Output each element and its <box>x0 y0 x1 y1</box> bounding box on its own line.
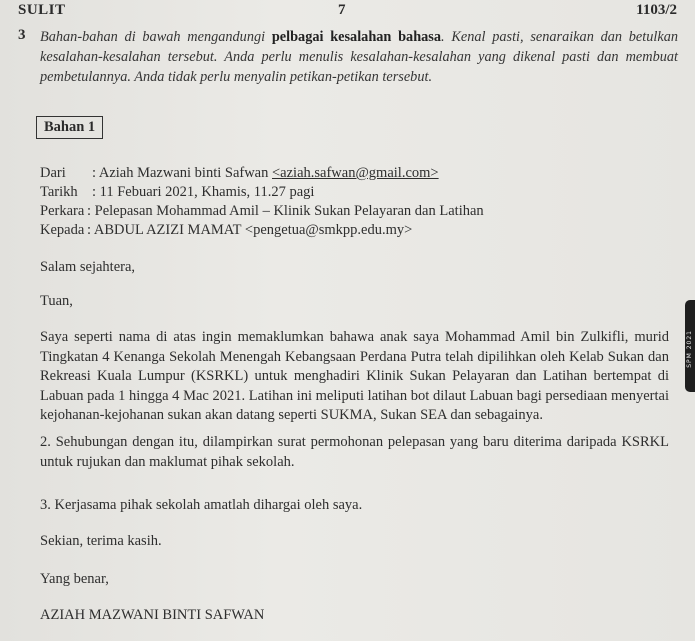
header-sulit: SULIT <box>18 2 66 18</box>
to-value: : ABDUL AZIZI MAMAT <pengetua@smkpp.edu.my> <box>87 222 413 238</box>
instructions-bold: pelbagai kesalahan bahasa <box>271 29 442 45</box>
paragraph-1: Saya seperti nama di atas ingin memaklumkan bahawa anak saya Mohammad Amil bin Zulkifli, murid Tingkatan 4 Kenanga Sekolah Menengah Kebangsaan Perdana Putra telah dipilihkan oleh Kelab Sukan dan Rekreasi Kuala Lumpur (KSRKL) untuk menghadiri Klinik Sukan Pelayaran dan Latihan bertempat di Labuan pada 1 hingga 4 Mac 2021. Latihan ini meliputi latihan bot dilaut Labuan bagi persediaan menyertai kejohanan-kejohanan sukan akan datang seperti SUKMA, Sukan SEA dan sebagainya. <box>40 329 669 423</box>
subject-label: Perkara <box>40 203 85 219</box>
email-subject-row <box>40 202 484 221</box>
email-date-row <box>40 183 314 202</box>
from-value: : Aziah Mazwani binti Safwan <box>92 165 272 181</box>
material-label: Bahan 1 <box>36 116 103 139</box>
email-from-row <box>40 164 439 183</box>
page-number: 7 <box>338 2 346 18</box>
from-label: Dari <box>40 165 66 181</box>
date-value: : 11 Febuari 2021, Khamis, 11.27 pagi <box>92 184 315 200</box>
question-number: 3 <box>18 27 26 43</box>
question-instructions <box>40 27 678 87</box>
instructions-part-2: . Kenal pasti, senaraikan dan betulkan kesalahan-kesalahan tersebut. Anda perlu menulis kesalahan-kesalahan yang dikenal pasti dan membuat pembetulannya. Anda tidak perlu menyalin petikan-petikan tersebut. <box>40 29 678 85</box>
instructions-part-1: Bahan-bahan di bawah mengandungi <box>40 29 272 45</box>
salutation: Tuan, <box>40 293 73 309</box>
subject-value: : Pelepasan Mohammad Amil – Klinik Sukan Pelayaran dan Latihan <box>87 203 484 219</box>
paragraph-3: 3. Kerjasama pihak sekolah amatlah dihargai oleh saya. <box>40 497 363 513</box>
side-tab <box>685 300 695 392</box>
email-to-row <box>40 221 412 240</box>
signoff: Yang benar, <box>40 571 109 587</box>
from-email-link[interactable]: <aziah.safwan@gmail.com> <box>272 165 439 181</box>
greeting: Salam sejahtera, <box>40 259 136 275</box>
paper-code: 1103/2 <box>636 2 677 18</box>
signature: AZIAH MAZWANI BINTI SAFWAN <box>40 607 265 623</box>
closing: Sekian, terima kasih. <box>40 533 162 549</box>
to-label: Kepada <box>40 222 85 238</box>
date-label: Tarikh <box>40 184 78 200</box>
side-tab-label: SPM 2021 <box>686 330 693 368</box>
paragraph-2: 2. Sehubungan dengan itu, dilampirkan surat permohonan pelepasan yang baru diterima daripada KSRKL untuk rujukan dan maklumat pihak sekolah. <box>40 434 669 470</box>
